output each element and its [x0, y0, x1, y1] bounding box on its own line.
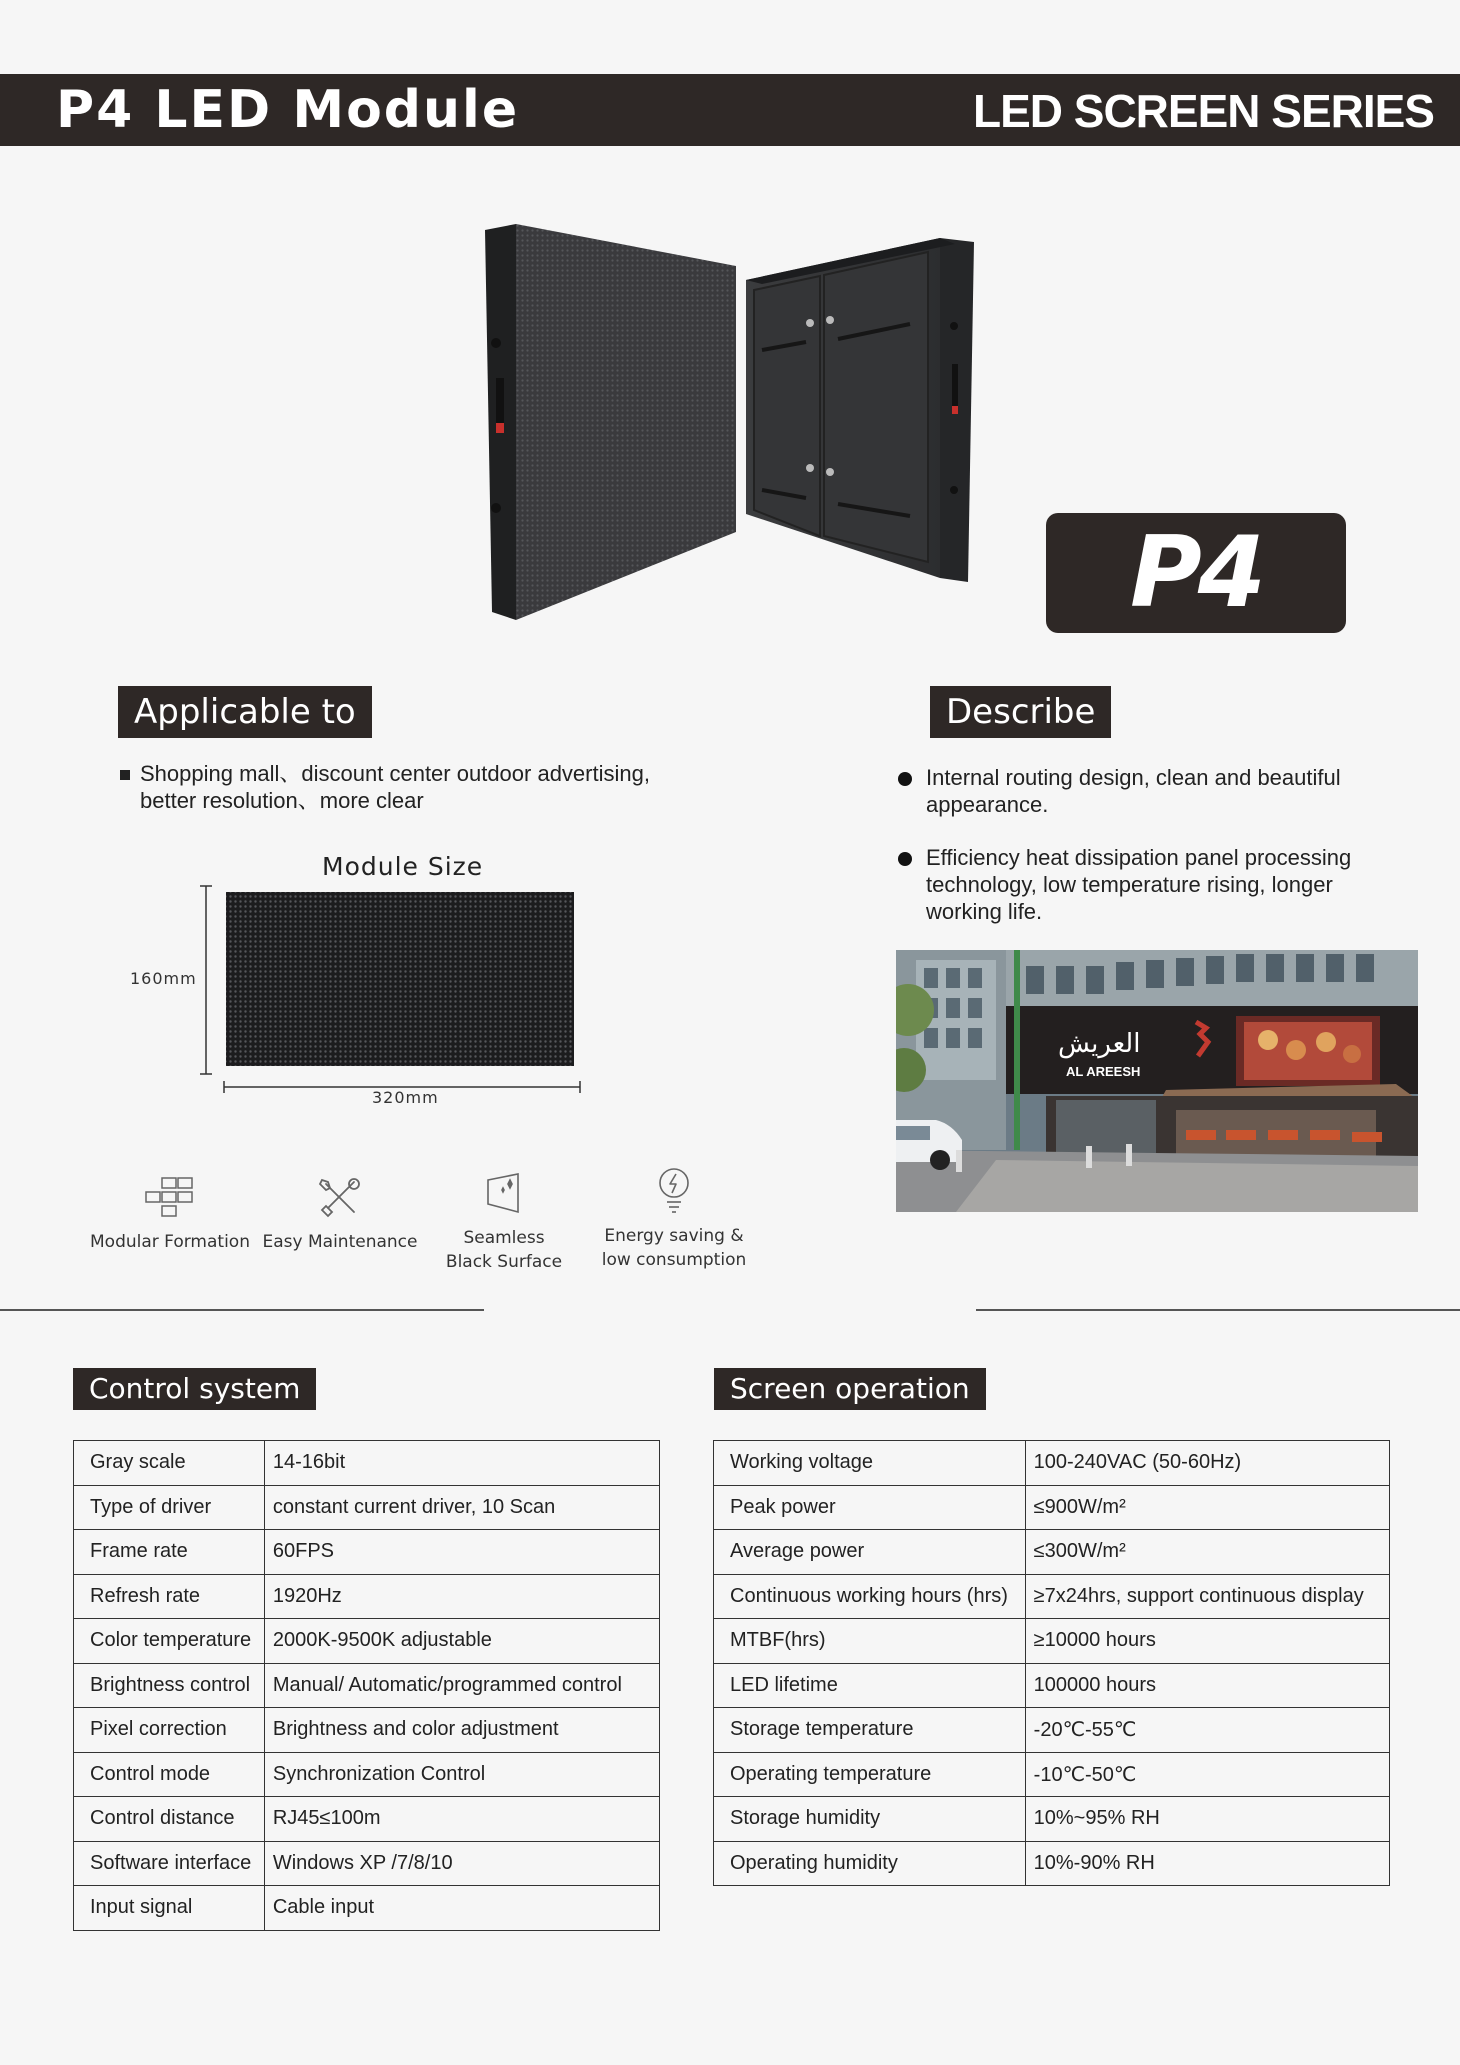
table-row	[714, 1797, 1390, 1842]
describe-line: appearance.	[926, 792, 1049, 817]
spec-label: Storage temperature	[714, 1708, 1026, 1753]
section-divider-right	[976, 1309, 1460, 1311]
table-row	[714, 1708, 1390, 1753]
spec-value: Cable input	[264, 1886, 659, 1931]
spec-value: ≤300W/m²	[1025, 1530, 1389, 1575]
easy-maintenance-icon	[318, 1176, 362, 1220]
modular-formation-icon	[142, 1176, 198, 1220]
spec-value: 60FPS	[264, 1530, 659, 1575]
feature-label: Easy Maintenance	[262, 1232, 418, 1252]
feature-modular	[80, 1176, 260, 1254]
table-row	[714, 1752, 1390, 1797]
table-row	[714, 1619, 1390, 1664]
spec-label: Average power	[714, 1530, 1026, 1575]
spec-label: Frame rate	[74, 1530, 265, 1575]
header-bar	[0, 74, 1460, 146]
table-row	[74, 1485, 660, 1530]
spec-value: ≤900W/m²	[1025, 1485, 1389, 1530]
spec-value: Brightness and color adjustment	[264, 1708, 659, 1753]
spec-label: Control distance	[74, 1797, 265, 1842]
spec-label: MTBF(hrs)	[714, 1619, 1026, 1664]
table-row	[714, 1574, 1390, 1619]
spec-value: 2000K-9500K adjustable	[264, 1619, 659, 1664]
product-cabinet-image	[480, 218, 980, 628]
spec-value: Manual/ Automatic/programmed control	[264, 1663, 659, 1708]
table-row	[74, 1663, 660, 1708]
describe-line: Internal routing design, clean and beautiful	[926, 765, 1341, 790]
storefront-sign-text: AL AREESH	[1066, 1064, 1141, 1079]
spec-label: Brightness control	[74, 1663, 265, 1708]
spec-label: LED lifetime	[714, 1663, 1026, 1708]
table-row	[74, 1574, 660, 1619]
spec-value: ≥7x24hrs, support continuous display	[1025, 1574, 1389, 1619]
feature-energy	[584, 1166, 764, 1272]
spec-label: Storage humidity	[714, 1797, 1026, 1842]
table-row	[74, 1619, 660, 1664]
describe-item	[898, 844, 1378, 925]
table-row	[714, 1485, 1390, 1530]
storefront-photo	[896, 950, 1418, 1212]
table-row	[74, 1441, 660, 1486]
spec-label: Gray scale	[74, 1441, 265, 1486]
spec-value: ≥10000 hours	[1025, 1619, 1389, 1664]
spec-label: Operating temperature	[714, 1752, 1026, 1797]
feature-label: low consumption	[601, 1250, 747, 1270]
spec-label: Continuous working hours (hrs)	[714, 1574, 1026, 1619]
spec-label: Software interface	[74, 1841, 265, 1886]
applicable-heading: Applicable to	[118, 686, 372, 738]
spec-value: 100-240VAC (50-60Hz)	[1025, 1441, 1389, 1486]
spec-label: Peak power	[714, 1485, 1026, 1530]
spec-label: Refresh rate	[74, 1574, 265, 1619]
page-title: P4 LED Module	[56, 80, 520, 140]
describe-line: Efficiency heat dissipation panel processing	[926, 845, 1352, 870]
describe-line: working life.	[926, 899, 1043, 924]
spec-value: 14-16bit	[264, 1441, 659, 1486]
seamless-surface-icon	[484, 1170, 524, 1216]
spec-value: 10%~95% RH	[1025, 1797, 1389, 1842]
table-row	[74, 1530, 660, 1575]
spec-label: Pixel correction	[74, 1708, 265, 1753]
feature-label: Black Surface	[445, 1252, 563, 1272]
feature-label: Energy saving &	[604, 1226, 744, 1246]
table-row	[714, 1441, 1390, 1486]
describe-heading: Describe	[930, 686, 1111, 738]
spec-label: Color temperature	[74, 1619, 265, 1664]
table-row	[74, 1752, 660, 1797]
spec-value: RJ45≤100m	[264, 1797, 659, 1842]
spec-label: Operating humidity	[714, 1841, 1026, 1886]
table-row	[74, 1708, 660, 1753]
table-row	[74, 1841, 660, 1886]
spec-value: -10℃-50℃	[1025, 1752, 1389, 1797]
energy-saving-icon	[654, 1166, 694, 1214]
module-height-label: 160mm	[130, 969, 197, 988]
spec-value: -20℃-55℃	[1025, 1708, 1389, 1753]
control-system-table	[73, 1440, 660, 1931]
applicable-line: better resolution、more clear	[140, 788, 424, 813]
control-system-heading: Control system	[73, 1368, 316, 1410]
square-bullet-icon	[120, 770, 130, 780]
feature-label: Seamless	[463, 1228, 545, 1248]
table-row	[714, 1530, 1390, 1575]
spec-value: 100000 hours	[1025, 1663, 1389, 1708]
spec-label: Control mode	[74, 1752, 265, 1797]
describe-item	[898, 764, 1378, 818]
svg-text:العريش: العريش	[1058, 1029, 1141, 1059]
table-row	[74, 1797, 660, 1842]
spec-value: constant current driver, 10 Scan	[264, 1485, 659, 1530]
screen-operation-heading: Screen operation	[714, 1368, 986, 1410]
spec-value: Windows XP /7/8/10	[264, 1841, 659, 1886]
screen-operation-table	[713, 1440, 1390, 1886]
describe-line: technology, low temperature rising, longer	[926, 872, 1333, 897]
spec-value: Synchronization Control	[264, 1752, 659, 1797]
spec-label: Type of driver	[74, 1485, 265, 1530]
applicable-line: Shopping mall、discount center outdoor advertising,	[140, 761, 650, 786]
table-row	[714, 1841, 1390, 1886]
spec-value: 1920Hz	[264, 1574, 659, 1619]
feature-seamless	[414, 1170, 594, 1274]
spec-value: 10%-90% RH	[1025, 1841, 1389, 1886]
feature-maintenance	[250, 1176, 430, 1254]
feature-label: Modular Formation	[90, 1232, 250, 1252]
spec-label: Input signal	[74, 1886, 265, 1931]
spec-label: Working voltage	[714, 1441, 1026, 1486]
table-row	[714, 1663, 1390, 1708]
series-title: LED SCREEN SERIES	[973, 85, 1434, 137]
module-size-diagram	[198, 884, 590, 1096]
applicable-text	[140, 760, 700, 814]
module-width-label: 320mm	[372, 1088, 439, 1107]
module-size-title: Module Size	[322, 852, 484, 881]
pitch-badge-text: P4	[1129, 516, 1262, 630]
pitch-badge	[1046, 513, 1346, 633]
table-row	[74, 1886, 660, 1931]
section-divider-left	[0, 1309, 484, 1311]
